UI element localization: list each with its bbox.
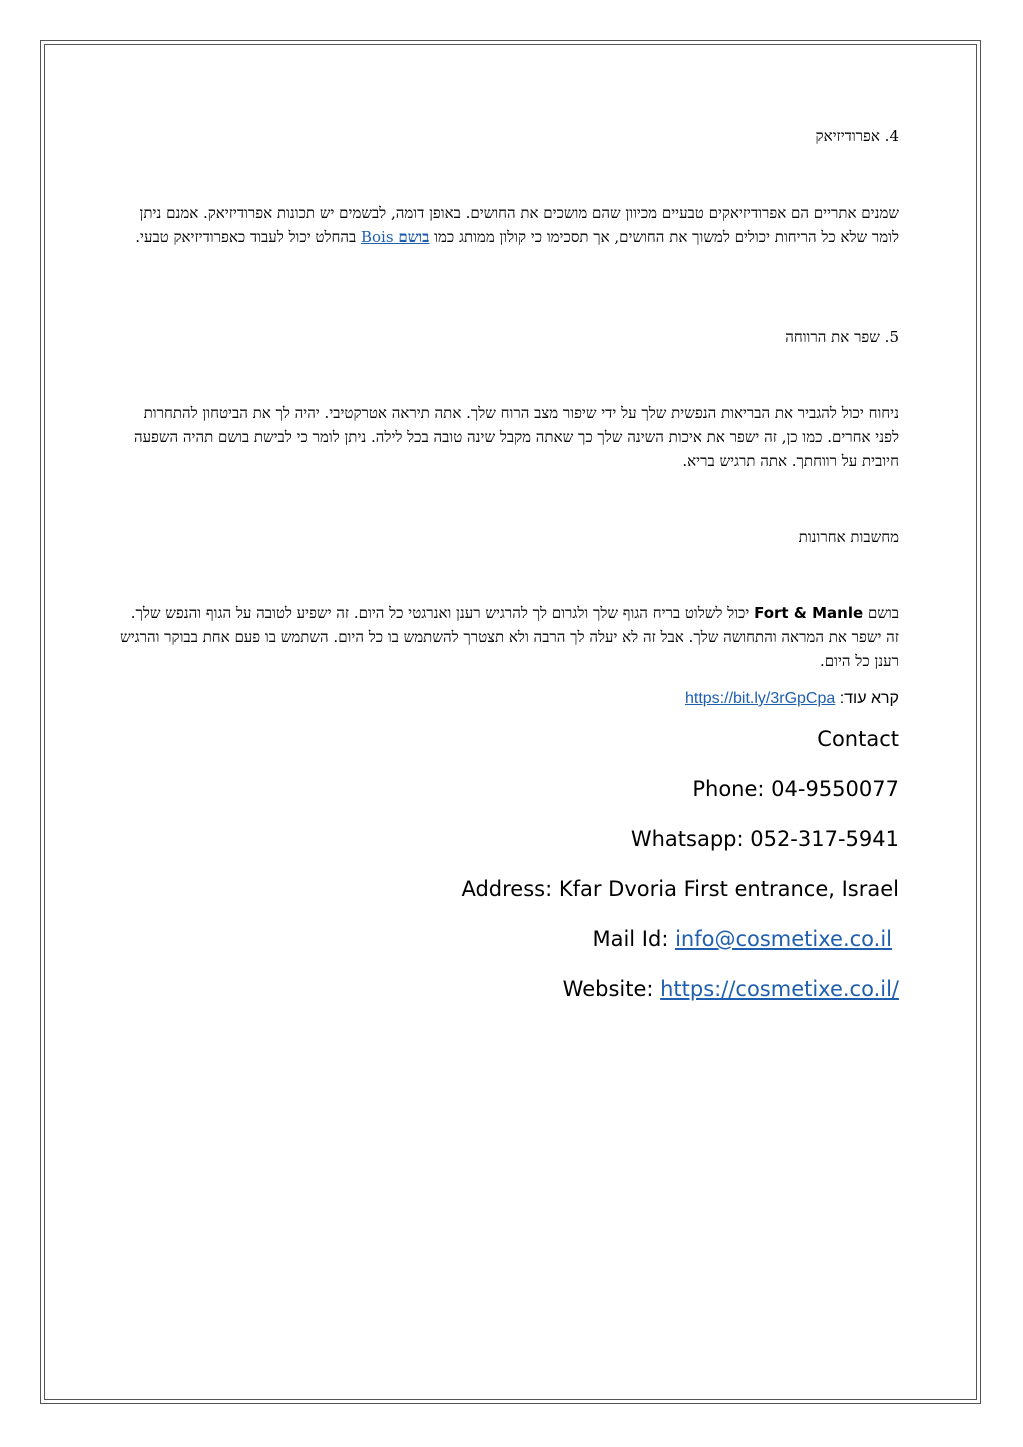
- read-more-link[interactable]: https://bit.ly/3rGpCpa: [684, 690, 836, 707]
- mail-label: Mail Id:: [592, 927, 676, 951]
- paragraph-text: בהחלט יכול לעבוד כאפרודיזיאק טבעי.: [135, 228, 361, 246]
- read-more-label: קרא עוד:: [839, 690, 899, 707]
- website-link[interactable]: https://cosmetixe.co.il/: [660, 977, 899, 1001]
- paragraph-text: ניחוח יכול להגביר את הבריאות הנפשית שלך על ידי שיפור מצב הרוח שלך. אתה תיראה אטרקטיבי. יהיה לך את הביטחון להתחרות לפני אחרים. כמו כן, זה ישפר את איכות השינה שלך כך שאתה מקבל שינה טובה בכל לילה. ניתן לומר כי לבישת בושם תהיה השפעה חיובית על רווחתך. אתה תרגיש בריא.: [133, 404, 899, 470]
- link-bold-text: בושם: [398, 228, 430, 246]
- section-5-heading: [119, 325, 899, 349]
- contact-website-line: [563, 975, 899, 1003]
- website-label: Website:: [562, 977, 661, 1001]
- paragraph-text: יכול לשלוט בריח הגוף שלך ולגרום לך להרגיש רענן ואנרגטי כל היום. זה ישפיע לטובה על הגוף והנפש שלך. זה ישפר את המראה והתחושה שלך. אבל זה לא יעלה לך הרבה ולא תצטרך להשתמש בו כל היום. השתמש בו פעם אחת בבוקר והרגיש רענן כל היום.: [120, 604, 899, 670]
- section-5-paragraph: [119, 401, 899, 473]
- mail-link[interactable]: info@cosmetixe.co.il: [675, 927, 892, 951]
- read-more-line: [685, 688, 899, 710]
- final-thoughts-heading: [119, 525, 899, 549]
- contact-title: Contact: [817, 727, 899, 751]
- contact-mail-line: [592, 925, 892, 953]
- brand-name: Fort & Manle: [754, 604, 864, 622]
- contact-whatsapp: Whatsapp: 052-317-5941: [630, 827, 899, 851]
- heading-text: מחשבות אחרונות: [798, 528, 899, 546]
- heading-text: 4. אפרודיזיאק: [815, 127, 899, 145]
- contact-address: Address: Kfar Dvoria First entrance, Israel: [461, 877, 899, 901]
- section-4-heading: [119, 124, 899, 148]
- section-4-paragraph: [119, 201, 899, 249]
- final-thoughts-paragraph: [119, 601, 899, 673]
- bois-perfume-link[interactable]: [361, 228, 429, 246]
- paragraph-text: בושם: [863, 604, 899, 622]
- paragraph-text: שמנים אתריים הם אפרודיזיאקים טבעיים מכיוון שהם מושכים את החושים. באופן דומה, לבשמים יש תכונות אפרודיזיאק. אמנם ניתן לומר שלא כל הריחות יכולים למשוך את החושים, אך תסכימו כי קולון ממותג כמו: [139, 204, 899, 246]
- contact-phone: Phone: 04-9550077: [692, 777, 899, 801]
- link-text: Bois: [360, 228, 399, 246]
- heading-text: 5. שפר את הרווחה: [785, 328, 899, 346]
